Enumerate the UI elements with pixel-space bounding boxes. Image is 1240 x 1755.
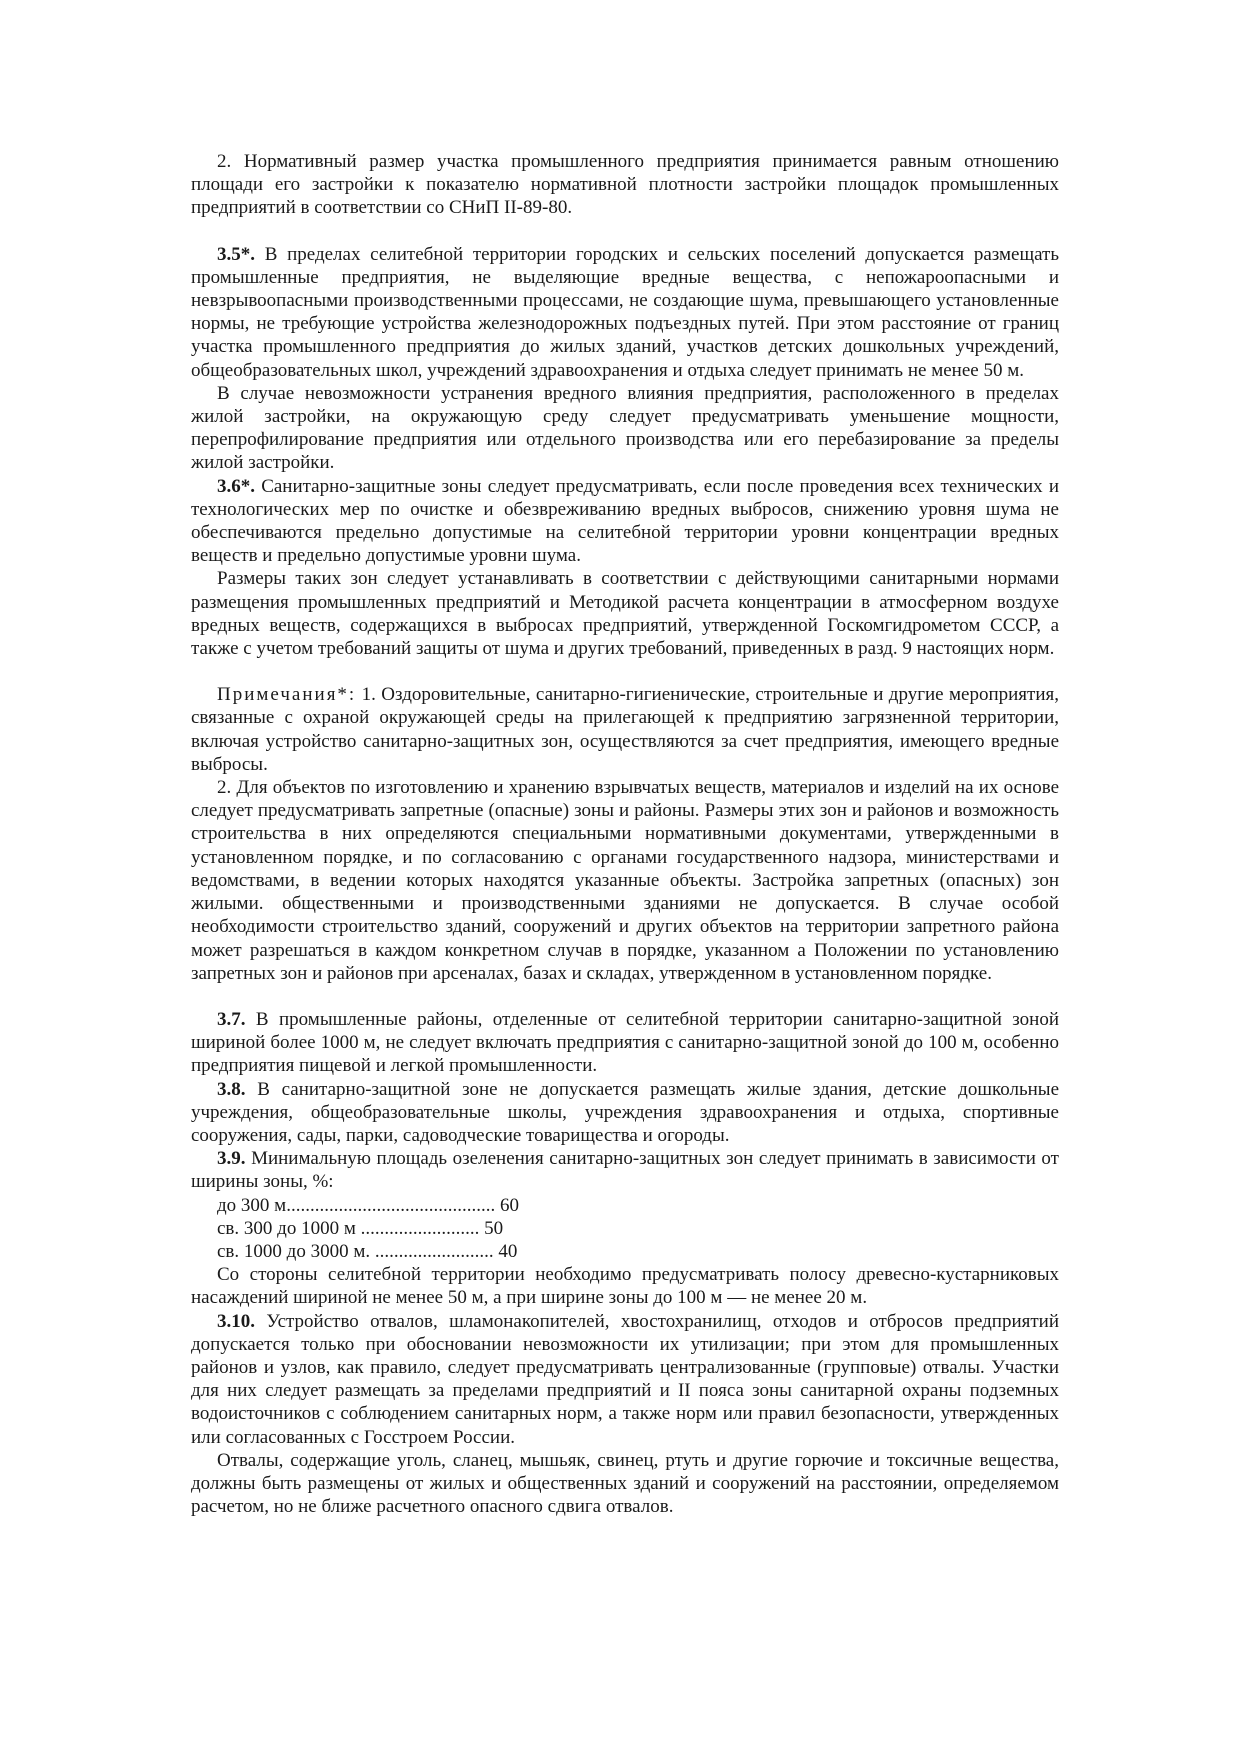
paragraph-number: 3.9. <box>217 1148 246 1170</box>
paragraph-number: 3.7. <box>217 1008 246 1030</box>
paragraph: Отвалы, содержащие уголь, сланец, мышьяк, свинец, ртуть и другие горючие и токсичные вещества, должны быть размещены от жилых и общественных зданий и сооружений на расстоянии, определяемом расчетом, но не ближе расчетного опасного сдвига отвалов. <box>191 1449 1059 1518</box>
paragraph: Со стороны селитебной территории необходимо предусматривать полосу древесно-кустарниковых насаждений шириной не менее 50 м, а при ширине зоны до 100 м — не менее 20 м. <box>191 1264 1059 1309</box>
list-item: св. 1000 до 3000 м. ......................... 40 <box>217 1240 518 1262</box>
notes-paragraph: Примечания*: 1. Оздоровительные, санитарно-гигиенические, строительные и другие мероприятия, связанные с охраной окружающей среды на прилегающей к предприятию загрязненной территории, включая устройство санитарно-защитных зон, осуществляются за счет предприятия, имеющего вредные выбросы. <box>191 684 1059 775</box>
greening-list <box>191 1194 1059 1264</box>
spacer <box>191 220 1059 243</box>
paragraph-3-6: 3.6*. Санитарно-защитные зоны следует предусматривать, если после проведения всех технических и технологических мер по очистке и обезвреживанию вредных выбросов, снижению уровня шума не обеспечиваются предельно допустимые на селитебной территории уровни концентрации вредных веществ и предельно допустимые уровни шума. <box>191 475 1059 567</box>
paragraph: 2. Нормативный размер участка промышленного предприятия принимается равным отношению площади его застройки к показателю нормативной плотности застройки площадок промышленных предприятий в соответствии со СНиП II-89-80. <box>191 151 1059 219</box>
notes-label: Примечания*: <box>217 684 357 706</box>
spacer <box>191 660 1059 683</box>
document-page <box>191 150 1059 1518</box>
paragraph-3-9: 3.9. Минимальную площадь озеленения санитарно-защитных зон следует принимать в зависимости от ширины зоны, %: <box>191 1148 1059 1193</box>
paragraph-number: 3.10. <box>217 1310 255 1332</box>
paragraph: 2. Для объектов по изготовлению и хранению взрывчатых веществ, материалов и изделий на их основе следует предусматривать запретные (опасные) зоны и районы. Размеры этих зон и районов и возможность строительства в них определяются специальными нормативными документами, утвержденными в установленном порядке, и по согласованию с органами государственного надзора, министерствами и ведомствами, в ведении которых находятся указанные объекты. Застройка запретных (опасных) зон жилыми. общественными и производственными зданиями не допускается. В случае особой необходимости строительство зданий, сооружений и других объектов на территории запретного района может разрешаться в каждом конкретном случав в порядке, указанном а Положении по установлению запретных зон и районов при арсеналах, базах и складах, утвержденном в установленном порядке. <box>191 777 1059 984</box>
paragraph-3-5: 3.5*. В пределах селитебной территории городских и сельских поселений допускается размещать промышленные предприятия, не выделяющие вредные вещества, с непожароопасными и невзрывоопасными производственными процессами, не создающие шума, превышающего установленные нормы, не требующие устройства железнодорожных подъездных путей. При этом расстояние от границ участка промышленного предприятия до жилых зданий, участков детских дошкольных учреждений, общеобразовательных школ, учреждений здравоохранения и отдыха следует принимать не менее 50 м. <box>191 243 1060 381</box>
paragraph: Размеры таких зон следует устанавливать в соответствии с действующими санитарными нормами размещения промышленных предприятий и Методикой расчета концентрации в атмосферном воздухе вредных веществ, содержащихся в выбросах предприятий, утвержденной Госкомгидрометом СССР, а также с учетом требований защиты от шума и других требований, приведенных в разд. 9 настоящих норм. <box>191 568 1059 660</box>
paragraph: В случае невозможности устранения вредного влияния предприятия, расположенного в пределах жилой застройки, на окружающую среду следует предусматривать уменьшение мощности, перепрофилирование предприятия или отдельного производства или его перебазирование за пределы жилой застройки. <box>191 382 1059 474</box>
spacer <box>191 985 1059 1008</box>
paragraph-3-8: 3.8. В санитарно-защитной зоне не допускается размещать жилые здания, детские дошкольные учреждения, общеобразовательные школы, учреждения здравоохранения и отдыха, спортивные сооружения, сады, парки, садоводческие товарищества и огороды. <box>191 1078 1060 1146</box>
list-item: до 300 м............................................ 60 <box>217 1194 519 1216</box>
list-item: св. 300 до 1000 м ......................... 50 <box>217 1217 504 1239</box>
paragraph-3-7: 3.7. В промышленные районы, отделенные от селитебной территории санитарно-защитной зоной шириной более 1000 м, не следует включать предприятия с санитарно-защитной зоной до 100 м, особенно предприятия пищевой и легкой промышленности. <box>191 1008 1060 1077</box>
paragraph-number: 3.6*. <box>217 475 255 497</box>
paragraph-3-10: 3.10. Устройство отвалов, шламонакопителей, хвостохранилищ, отходов и отбросов предприятий допускается только при обосновании невозможности их утилизации; при этом для промышленных районов и узлов, как правило, следует предусматривать централизованные (групповые) отвалы. Участки для них следует размещать за пределами предприятий и II пояса зоны санитарной охраны подземных водоисточников с соблюдением санитарных норм, а также норм или правил безопасности, утвержденных или согласованных с Госстроем России. <box>191 1310 1060 1448</box>
paragraph-number: 3.8. <box>217 1078 246 1100</box>
paragraph-number: 3.5*. <box>217 243 255 265</box>
